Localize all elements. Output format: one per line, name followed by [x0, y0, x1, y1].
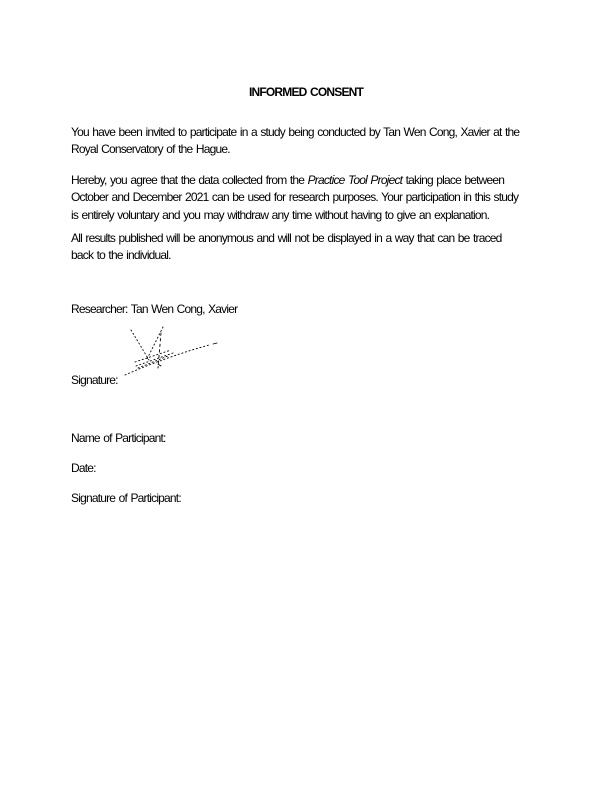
- signature-label: Signature:: [71, 373, 118, 387]
- paragraph-line: October and December 2021 can be used for research purposes. Your participation in this study: [71, 190, 519, 205]
- paragraph-line: Royal Conservatory of the Hague.: [71, 142, 230, 157]
- paragraph-anonymity: [71, 230, 561, 265]
- paragraph-line: back to the individual.: [71, 248, 171, 263]
- paragraph-invitation: [71, 124, 561, 159]
- paragraph-line: All results published will be anonymous and will not be displayed in a way that can be traced: [71, 231, 502, 245]
- text-segment: taking place between: [402, 173, 505, 187]
- date-label: Date:: [71, 461, 96, 475]
- paragraph-agreement: [71, 172, 561, 224]
- name-of-participant-label: Name of Participant:: [71, 431, 166, 445]
- signature-stroke: [158, 364, 161, 366]
- signature-stroke: [147, 327, 163, 359]
- researcher-name-line: Researcher: Tan Wen Cong, Xavier: [71, 302, 238, 316]
- signature-stroke: [125, 345, 209, 375]
- signature-stroke: [158, 333, 161, 368]
- signature-of-participant-label: Signature of Participant:: [71, 491, 181, 505]
- signature-stroke: [138, 356, 168, 368]
- paragraph-line: is entirely voluntary and you may withdraw any time without having to give an explanation.: [71, 207, 490, 222]
- text-segment: Hereby, you agree that the data collected from the: [71, 173, 308, 187]
- signature-stroke: [131, 330, 149, 360]
- signature-stroke: [136, 353, 173, 366]
- page-title: INFORMED CONSENT: [248, 85, 364, 99]
- paragraph-line: [71, 172, 561, 189]
- signature-stroke: [213, 343, 217, 344]
- project-name-italic: Practice Tool Project: [307, 173, 403, 187]
- paragraph-line: You have been invited to participate in a study being conducted by Tan Wen Cong, Xavier at the: [71, 125, 520, 139]
